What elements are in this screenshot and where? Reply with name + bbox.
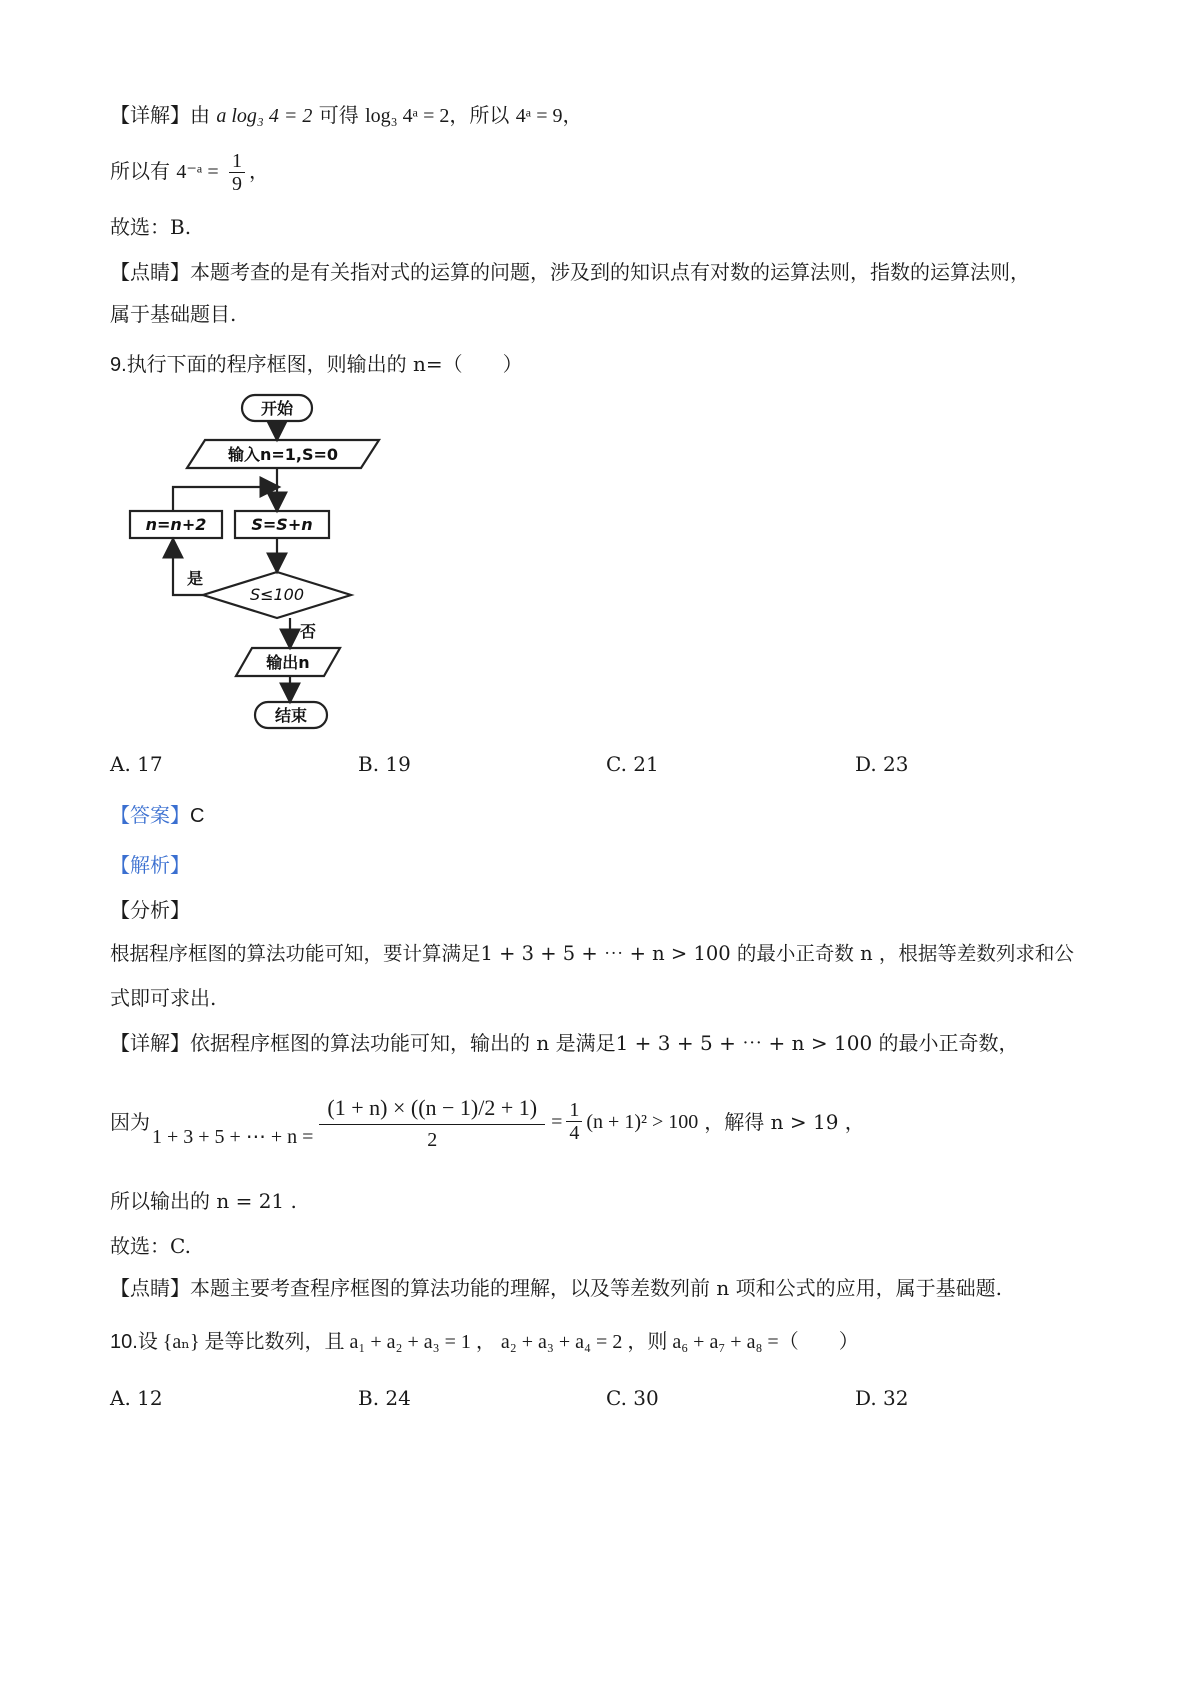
equation: a log₃ 4 = 2 [216, 105, 313, 127]
option-b: B. 19 [358, 752, 411, 776]
q8-review-line2: 属于基础题目. [110, 302, 237, 326]
condition-label: S≤100 [249, 585, 305, 604]
option-b: B. 24 [358, 1386, 411, 1410]
solve-text: ，解得 n > 19 ， [704, 1109, 865, 1134]
sum-equation [110, 1092, 865, 1151]
big-numerator: (1 + n) × ((n − 1)/2 + 1) [319, 1092, 545, 1125]
detail-line1 [110, 1031, 1019, 1055]
review-text: 本题主要考查程序框图的算法功能的理解，以及等差数列前 n 项和公式的应用，属于基础题. [190, 1276, 1002, 1300]
fenxi-tag: 【分析】 [110, 898, 190, 922]
quarter-den: 4 [569, 1122, 580, 1145]
output-label: 输出n [266, 653, 310, 672]
review-tag: 【点睛】 [110, 1276, 190, 1300]
numerator: 1 [229, 150, 245, 173]
question-text: 执行下面的程序框图，则输出的 n=（ ） [126, 352, 523, 376]
update-n-label: n=n+2 [145, 515, 207, 534]
equation: 4⁻ᵃ = [176, 161, 219, 183]
q8-line2 [110, 150, 269, 195]
text: ， [562, 103, 583, 127]
q8-review-line1 [110, 260, 1030, 284]
text: ，所以 [449, 103, 510, 127]
option-a: A. 12 [110, 1386, 163, 1410]
answer-tag: 【答案】 [110, 803, 190, 827]
equation: log₃ 4ᵃ = 2 [365, 105, 450, 127]
text: 由 [190, 103, 210, 127]
review-text: 本题考查的是有关指对式的运算的问题，涉及到的知识点有对数的运算法则，指数的运算法则， [190, 260, 1030, 284]
flowchart [125, 390, 385, 735]
output-line: 所以输出的 n = 21 . [110, 1189, 297, 1213]
update-s-label: S=S+n [251, 515, 313, 534]
option-c: C. 21 [606, 752, 659, 776]
detail-tag: 【详解】 [110, 103, 190, 127]
denominator: 9 [232, 173, 243, 195]
text: 因为 [110, 1109, 150, 1134]
detail-text: 依据程序框图的算法功能可知，输出的 n 是满足1 + 3 + 5 + ⋯ + n > 100 的最小正奇数， [190, 1031, 1019, 1055]
q8-detail-line [110, 103, 582, 128]
sum-left: 1 + 3 + 5 + ⋯ + n = [152, 1125, 314, 1148]
no-label: 否 [299, 622, 317, 641]
fraction [229, 150, 245, 195]
fenxi-line2: 式即可求出. [110, 986, 217, 1010]
q10-stem [110, 1329, 859, 1354]
start-label: 开始 [260, 399, 294, 418]
eq-right: (n + 1)² > 100 [586, 1110, 699, 1133]
option-a: A. 17 [110, 752, 163, 776]
review-tag: 【点睛】 [110, 260, 190, 284]
q8-choose: 故选：B. [110, 215, 192, 239]
q9-choose: 故选：C. [110, 1234, 191, 1258]
option-d: D. 23 [855, 752, 909, 776]
big-denominator: 2 [427, 1129, 438, 1152]
input-label: 输入n=1,S=0 [227, 445, 339, 464]
equals: = [551, 1110, 563, 1133]
text: ， [249, 159, 270, 183]
answer-line [110, 803, 204, 828]
big-fraction [319, 1092, 545, 1151]
answer-value: C [190, 805, 205, 827]
detail-tag: 【详解】 [110, 1031, 190, 1055]
option-c: C. 30 [606, 1386, 659, 1410]
fenxi-line1: 根据程序框图的算法功能可知，要计算满足1 + 3 + 5 + ⋯ + n > 100 的最小正奇数 n ，根据等差数列求和公 [110, 942, 1074, 965]
question-text: 设 {aₙ} 是等比数列，且 a₁ + a₂ + a₃ = 1 ， a₂ + a₃ + a₄ = 2 ，则 a₆ + a₇ + a₈ =（ ） [137, 1331, 859, 1353]
quarter-num: 1 [566, 1099, 582, 1122]
q9-stem [110, 352, 523, 377]
question-number: 10. [110, 1331, 138, 1353]
question-number: 9. [110, 354, 127, 376]
analysis-tag: 【解析】 [110, 853, 190, 877]
text: 所以有 [110, 159, 170, 183]
text: 可得 [318, 103, 359, 127]
yes-label: 是 [186, 569, 204, 588]
q9-review [110, 1276, 1002, 1300]
end-label: 结束 [274, 706, 308, 725]
quarter-fraction [566, 1099, 582, 1144]
option-d: D. 32 [855, 1386, 909, 1410]
equation: 4ᵃ = 9 [515, 105, 563, 127]
